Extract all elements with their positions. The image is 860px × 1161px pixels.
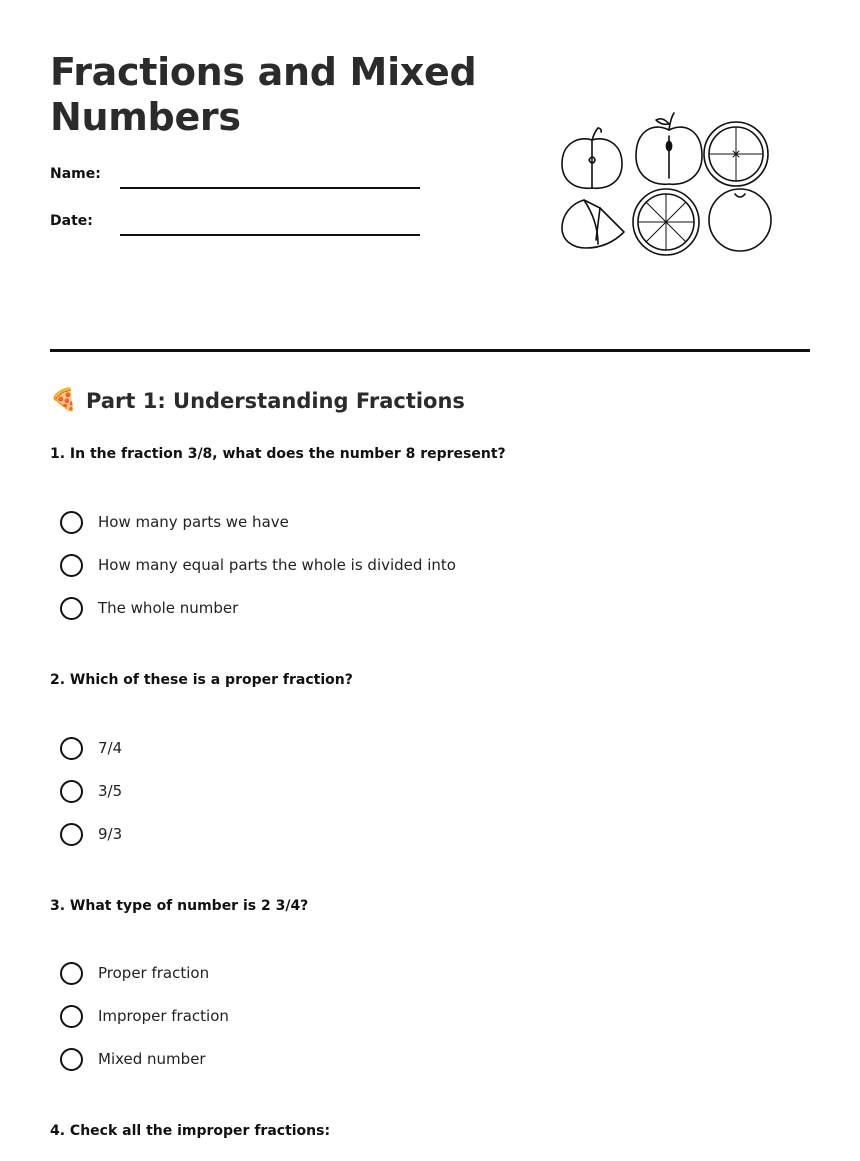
radio-button[interactable] <box>60 780 83 803</box>
question-3-text: 3. What type of number is 2 3/4? <box>50 898 309 914</box>
name-field[interactable] <box>120 187 420 189</box>
question-3-option-1[interactable] <box>60 960 209 986</box>
fruit-illustration <box>556 108 776 258</box>
question-1-text: 1. In the fraction 3/8, what does the number 8 represent? <box>50 446 506 462</box>
whole-orange-icon <box>709 189 771 251</box>
option-label: Mixed number <box>98 1050 206 1068</box>
section-heading <box>50 388 465 413</box>
question-1-option-2[interactable] <box>60 552 456 578</box>
orange-half-icon <box>704 122 768 186</box>
page-title: Fractions and Mixed Numbers <box>50 50 477 139</box>
option-label: 7/4 <box>98 739 123 757</box>
radio-button[interactable] <box>60 823 83 846</box>
question-3-option-2[interactable] <box>60 1003 229 1029</box>
option-label: Proper fraction <box>98 964 210 982</box>
option-label: The whole number <box>98 599 239 617</box>
apple-cross-section-icon <box>636 113 702 184</box>
radio-button[interactable] <box>60 737 83 760</box>
pizza-slice-icon: 🍕 <box>50 388 78 413</box>
question-3-option-3[interactable] <box>60 1046 206 1072</box>
radio-button[interactable] <box>60 962 83 985</box>
citrus-slice-icon <box>633 189 699 255</box>
question-2-option-1[interactable] <box>60 735 122 761</box>
option-label: Improper fraction <box>98 1007 229 1025</box>
option-label: How many equal parts the whole is divided into <box>98 556 456 574</box>
question-1-option-1[interactable] <box>60 509 289 535</box>
section-divider <box>50 349 810 352</box>
apple-wedge-icon <box>562 200 624 248</box>
question-4-text: 4. Check all the improper fractions: <box>50 1123 331 1139</box>
radio-button[interactable] <box>60 511 83 534</box>
date-label: Date: <box>50 213 93 229</box>
question-2-text: 2. Which of these is a proper fraction? <box>50 672 353 688</box>
section-title: Part 1: Understanding Fractions <box>86 388 465 413</box>
radio-button[interactable] <box>60 1005 83 1028</box>
question-2-option-3[interactable] <box>60 821 122 847</box>
question-2-option-2[interactable] <box>60 778 122 804</box>
radio-button[interactable] <box>60 597 83 620</box>
name-label: Name: <box>50 166 101 182</box>
question-1-option-3[interactable] <box>60 595 238 621</box>
option-label: 3/5 <box>98 782 123 800</box>
option-label: How many parts we have <box>98 513 289 531</box>
half-apple-icon <box>562 128 622 188</box>
option-label: 9/3 <box>98 825 123 843</box>
radio-button[interactable] <box>60 1048 83 1071</box>
date-field[interactable] <box>120 234 420 236</box>
radio-button[interactable] <box>60 554 83 577</box>
